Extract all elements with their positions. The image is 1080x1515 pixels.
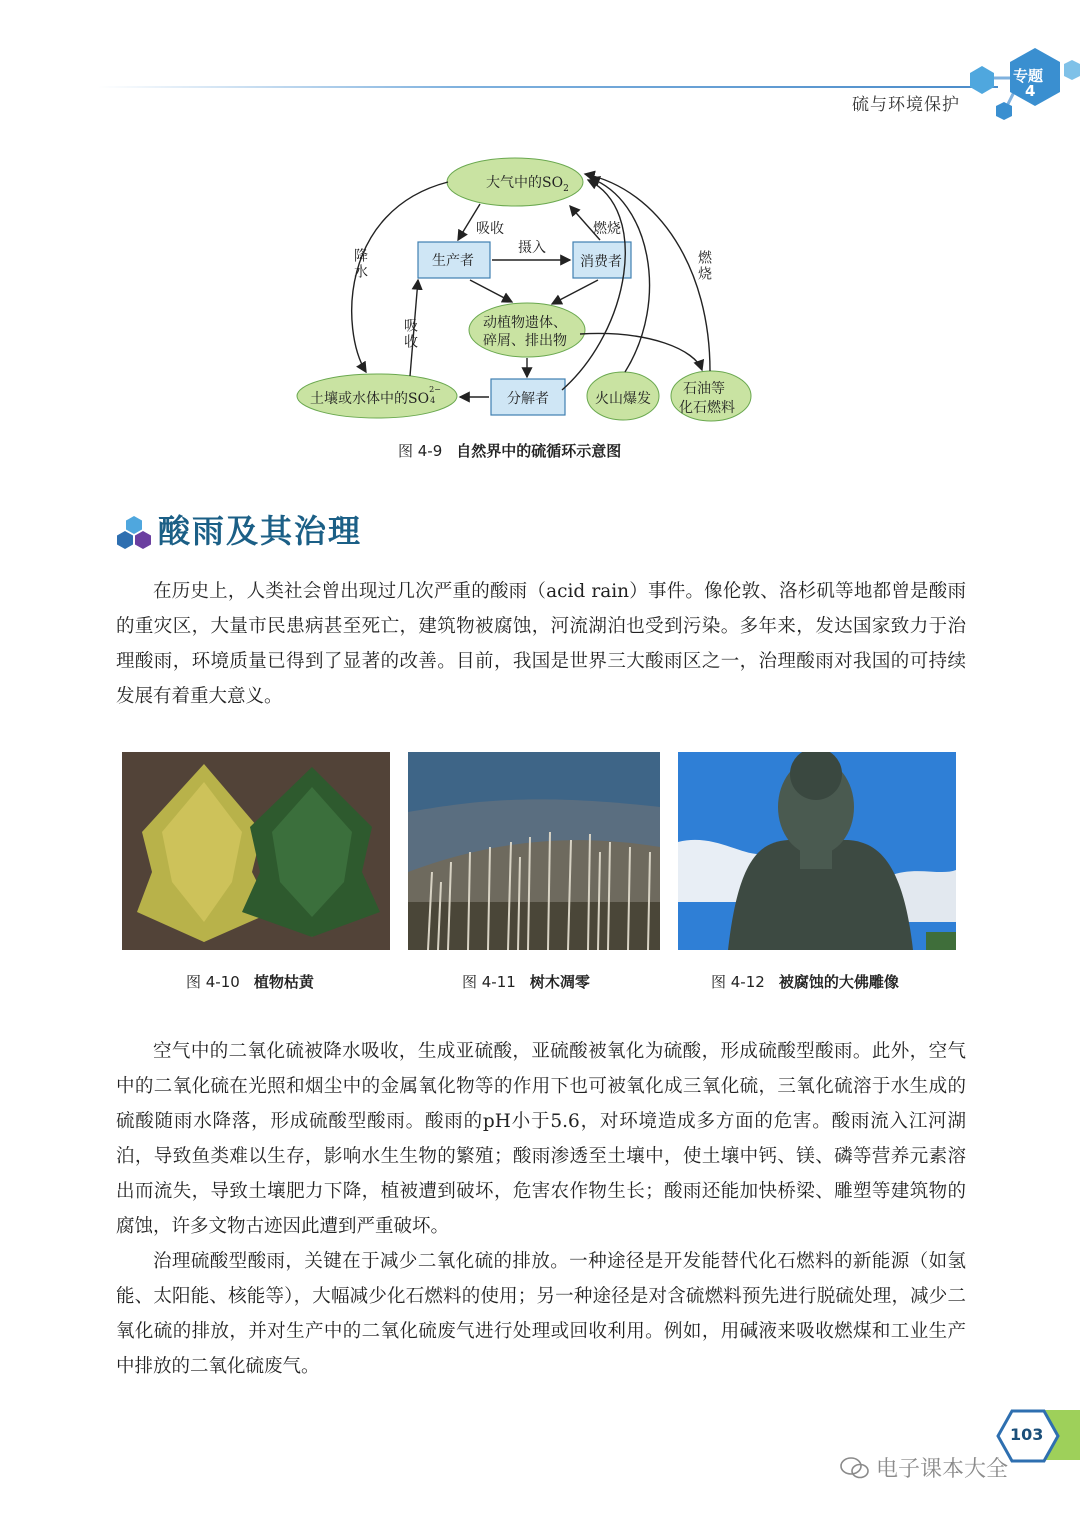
label-fossil-1: 石油等: [683, 381, 725, 397]
label-soil: 土壤或水体中的SO 2− 4: [310, 385, 441, 407]
photo-yellowed-plants: [122, 752, 390, 950]
header-rule: [98, 86, 998, 88]
label-producer: 生产者: [432, 253, 474, 269]
figure-caption-plants: 图 4-10 植物枯黄: [186, 973, 314, 991]
arrow-decomposer-atmosphere: [562, 180, 625, 390]
chapter-title: 硫与环境保护: [852, 95, 960, 115]
label-volcano: 火山爆发: [595, 391, 651, 407]
figure-caption-forest: 图 4-11 树木凋零: [462, 973, 590, 991]
sulfur-cycle-diagram: [280, 150, 800, 430]
wechat-icon: [840, 1457, 870, 1479]
label-precipitation: 降水: [352, 248, 368, 280]
label-absorb-left: 吸收: [402, 318, 418, 350]
watermark-text: 电子课本大全: [876, 1457, 1009, 1482]
label-atmosphere: 大气中的$SO_2$: [486, 175, 569, 194]
arrow-consumer-remains: [552, 280, 598, 304]
diagram-caption: 图 4-9 自然界中的硫循环示意图: [398, 442, 622, 460]
label-fossil-2: 化石燃料: [679, 400, 735, 416]
label-burn-outer: 燃烧: [696, 250, 712, 282]
label-consumer: 消费者: [580, 254, 622, 270]
paragraph-intro: 在历史上，人类社会曾出现过几次严重的酸雨（acid rain）事件。像伦敦、洛杉矶等地都曾是酸雨的重灾区，大量市民患病甚至死亡，建筑物被腐蚀，河流湖泊也受到污染。多年来，发达国家致力于治理酸雨，环境质量已得到了显著的改善。目前，我国是世界三大酸雨区之一，治理酸雨对我国的可持续发展有着重大意义。: [116, 581, 966, 707]
section-title: 酸雨及其治理: [158, 512, 363, 550]
chapter-label: 专题: [1013, 67, 1044, 85]
hexagon-cluster-icon: [114, 512, 154, 552]
arrow-producer-remains: [470, 280, 512, 302]
label-remains-1: 动植物遗体、: [483, 315, 567, 331]
paragraph-acid-rain-control: 治理硫酸型酸雨，关键在于减少二氧化硫的排放。一种途径是开发能替代化石燃料的新能源（如氢能、太阳能、核能等），大幅减少化石燃料的使用；另一种途径是对含硫燃料预先进行脱硫处理，减少二氧化硫的排放，并对生产中的二氧化硫废气进行处理或回收利用。例如，用碱液来吸收燃煤和工业生产中排放的二氧化硫废气。: [116, 1251, 966, 1377]
label-burn-inner: 燃烧: [593, 221, 621, 237]
label-ingest: 摄入: [518, 240, 546, 256]
watermark: [840, 1452, 1008, 1483]
page-number: 103: [1010, 1425, 1044, 1444]
label-remains-2: 碎屑、排出物: [483, 333, 567, 349]
label-absorb-top: 吸收: [476, 221, 504, 237]
label-decomposer: 分解者: [507, 391, 549, 407]
chapter-number: 4: [1025, 82, 1036, 100]
figure-caption-buddha: 图 4-12 被腐蚀的大佛雕像: [711, 973, 899, 991]
photo-dead-forest: [408, 752, 660, 950]
paragraph-acid-rain-formation: 空气中的二氧化硫被降水吸收，生成亚硫酸，亚硫酸被氧化为硫酸，形成硫酸型酸雨。此外，空气中的二氧化硫在光照和烟尘中的金属氧化物等的作用下也可被氧化成三氧化硫，三氧化硫溶于水生成的硫酸随雨水降落，形成硫酸型酸雨。酸雨的pH小于5.6，对环境造成多方面的危害。酸雨流入江河湖泊，导致鱼类难以生存，影响水生生物的繁殖；酸雨渗透至土壤中，使土壤中钙、镁、磷等营养元素溶出而流失，导致土壤肥力下降，植被遭到破坏，危害农作物生长；酸雨还能加快桥梁、雕塑等建筑物的腐蚀，许多文物古迹因此遭到严重破坏。: [116, 1041, 966, 1237]
photo-corroded-buddha: [678, 752, 956, 950]
